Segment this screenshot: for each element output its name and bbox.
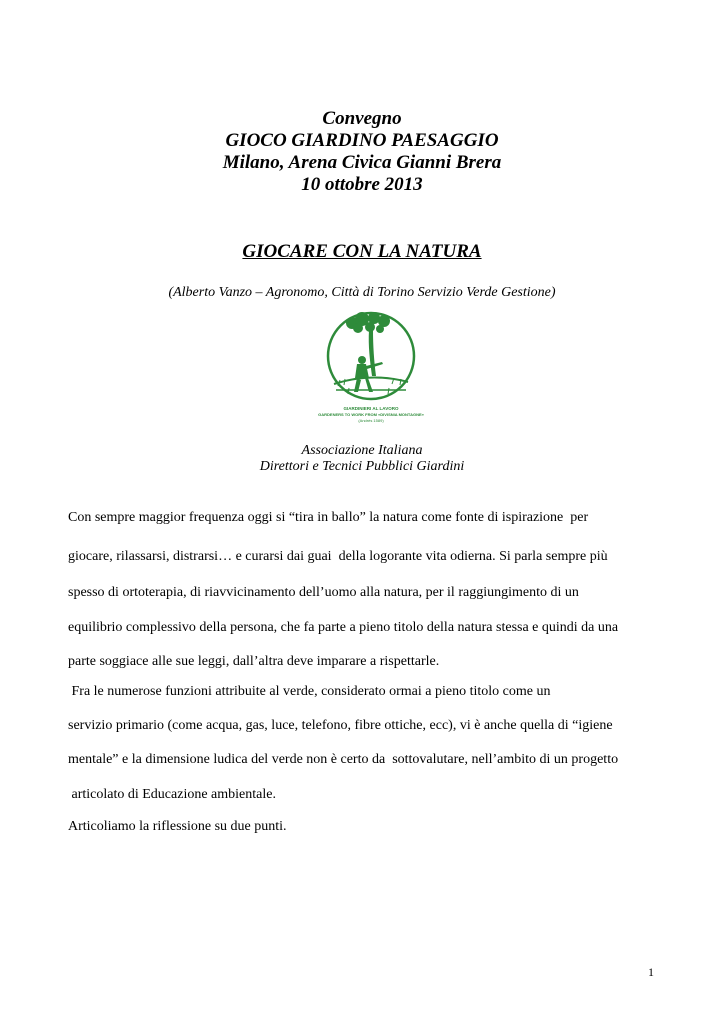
body-line-7: servizio primario (come acqua, gas, luce, telefono, fibre ottiche, ecc), vi è anche quella di “igiene — [68, 718, 613, 733]
body-line-8: mentale” e la dimensione ludica del verde non è certo da sottovalutare, nell’ambito di un progetto — [68, 752, 619, 767]
association-logo — [312, 306, 430, 430]
body-line-3: spesso di ortoterapia, di riavvicinamento dell’uomo alla natura, per il raggiungimento di un — [68, 585, 579, 600]
body-line-2: giocare, rilassarsi, distrarsi… e curarsi dai guai della logorante vita odierna. Si parla sempre più — [68, 549, 608, 564]
author-line: (Alberto Vanzo – Agronomo, Città di Torino Servizio Verde Gestione) — [168, 285, 556, 300]
logo-caption-3: (Andrès 1589) — [358, 418, 384, 423]
body-line-5: parte soggiace alle sue leggi, dall’altra deve imparare a rispettarle. — [68, 654, 440, 669]
conference-date: 10 ottobre 2013 — [301, 174, 423, 195]
logo-caption-2: GARDENERS TO WORK FROM «DIVISNIA MONTAGNE» — [318, 412, 424, 417]
association-name: Associazione Italiana — [301, 443, 423, 458]
body-line-9: articolato di Educazione ambientale. — [68, 787, 276, 802]
logo-caption-1: GIARDINIERI AL LAVORO — [343, 406, 399, 411]
conference-title: GIOCO GIARDINO PAESAGGIO — [225, 130, 499, 151]
conference-label: Convegno — [322, 108, 402, 129]
body-line-4: equilibrio complessivo della persona, che fa parte a pieno titolo della natura stessa e quindi da una — [68, 620, 619, 635]
body-line-6: Fra le numerose funzioni attribuite al verde, considerato ormai a pieno titolo come un — [68, 684, 551, 699]
body-line-10: Articoliamo la riflessione su due punti. — [68, 819, 287, 834]
conference-venue: Milano, Arena Civica Gianni Brera — [222, 152, 502, 173]
gardener-tree-icon — [312, 306, 430, 430]
body-line-1: Con sempre maggior frequenza oggi si “tira in ballo” la natura come fonte di ispirazione per — [68, 510, 589, 525]
page-number: 1 — [648, 965, 654, 979]
talk-title: GIOCARE CON LA NATURA — [242, 241, 482, 262]
association-subtitle: Direttori e Tecnici Pubblici Giardini — [259, 459, 465, 474]
